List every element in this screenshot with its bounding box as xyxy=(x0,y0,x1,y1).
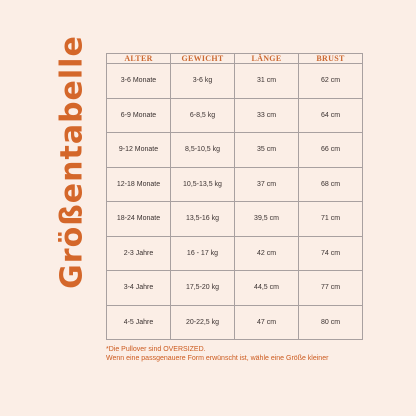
cell-weight: 10,5-13,5 kg xyxy=(171,167,235,202)
table-row xyxy=(107,133,363,168)
cell-length: 33 cm xyxy=(235,98,299,133)
cell-weight: 13,5-16 kg xyxy=(171,202,235,237)
cell-age: 2-3 Jahre xyxy=(107,236,171,271)
cell-age: 3-6 Monate xyxy=(107,64,171,99)
cell-age: 3-4 Jahre xyxy=(107,271,171,306)
cell-chest: 68 cm xyxy=(299,167,363,202)
table-row xyxy=(107,202,363,237)
table-row xyxy=(107,64,363,99)
header-chest: BRUST xyxy=(299,54,363,64)
note-line-1: *Die Pullover sind OVERSIZED. xyxy=(106,346,206,353)
cell-weight: 16 - 17 kg xyxy=(171,236,235,271)
cell-chest: 62 cm xyxy=(299,64,363,99)
cell-age: 4-5 Jahre xyxy=(107,305,171,340)
cell-age: 12-18 Monate xyxy=(107,167,171,202)
cell-length: 44,5 cm xyxy=(235,271,299,306)
header-age: ALTER xyxy=(107,54,171,64)
table-row xyxy=(107,271,363,306)
cell-length: 39,5 cm xyxy=(235,202,299,237)
cell-chest: 74 cm xyxy=(299,236,363,271)
cell-chest: 80 cm xyxy=(299,305,363,340)
cell-weight: 8,5-10,5 kg xyxy=(171,133,235,168)
cell-length: 47 cm xyxy=(235,305,299,340)
cell-chest: 64 cm xyxy=(299,98,363,133)
cell-weight: 17,5-20 kg xyxy=(171,271,235,306)
note-line-2: Wenn eine passgenauere Form erwünscht ist, wähle eine Größe kleiner xyxy=(106,355,329,362)
oversized-note xyxy=(106,345,406,363)
header-length: LÄNGE xyxy=(235,54,299,64)
cell-chest: 71 cm xyxy=(299,202,363,237)
cell-chest: 77 cm xyxy=(299,271,363,306)
header-weight: GEWICHT xyxy=(171,54,235,64)
cell-length: 42 cm xyxy=(235,236,299,271)
cell-weight: 3-6 kg xyxy=(171,64,235,99)
cell-length: 31 cm xyxy=(235,64,299,99)
cell-age: 9-12 Monate xyxy=(107,133,171,168)
cell-length: 35 cm xyxy=(235,133,299,168)
size-chart-title: Größentabelle xyxy=(54,35,90,289)
cell-length: 37 cm xyxy=(235,167,299,202)
size-table xyxy=(106,53,363,340)
table-header-row xyxy=(107,54,363,64)
cell-weight: 6-8,5 kg xyxy=(171,98,235,133)
table-row xyxy=(107,236,363,271)
table-row xyxy=(107,98,363,133)
table-row xyxy=(107,305,363,340)
table-row xyxy=(107,167,363,202)
cell-age: 6-9 Monate xyxy=(107,98,171,133)
cell-age: 18-24 Monate xyxy=(107,202,171,237)
cell-chest: 66 cm xyxy=(299,133,363,168)
cell-weight: 20-22,5 kg xyxy=(171,305,235,340)
